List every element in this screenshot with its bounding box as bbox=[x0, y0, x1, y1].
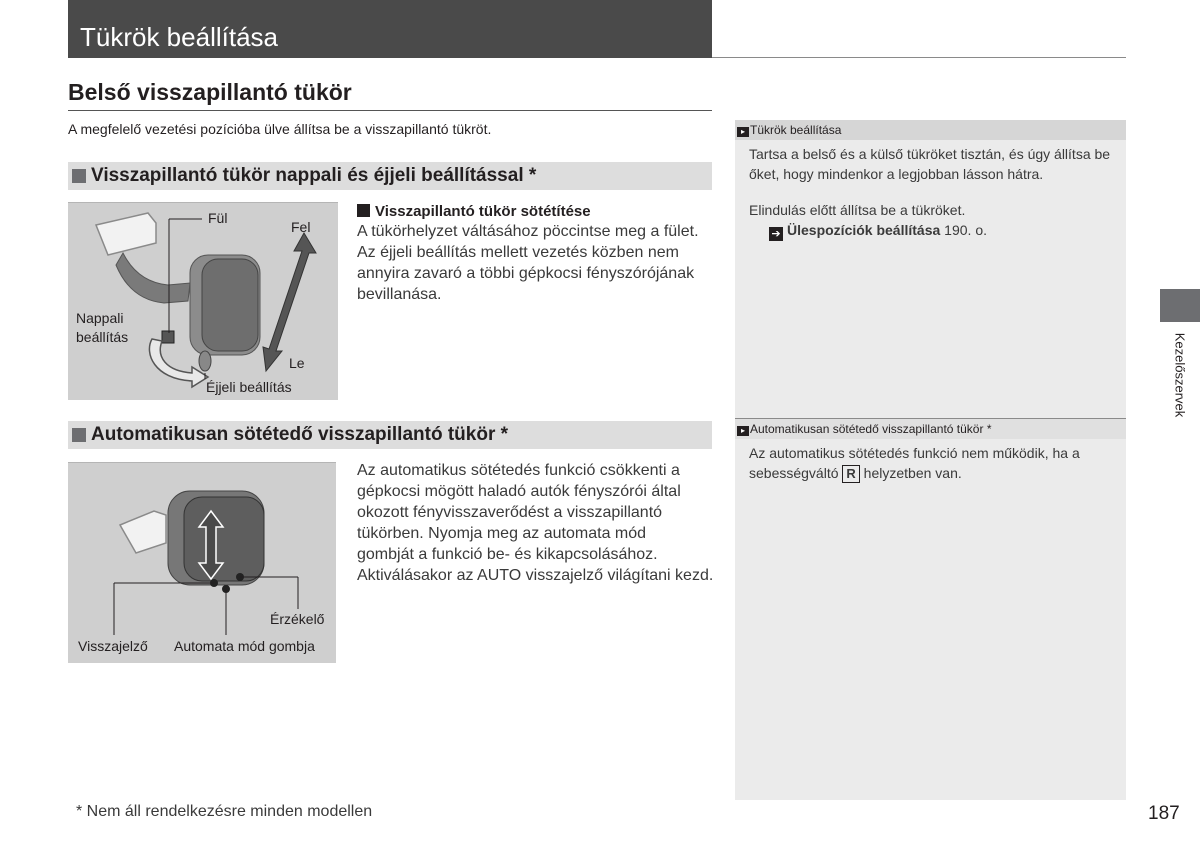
arrow-icon: ▸ bbox=[737, 426, 749, 436]
sidebar-box1-reference[interactable]: ➔ Ülespozíciók beállítása 190. o. bbox=[769, 220, 987, 241]
sidebar-box1-text: Tartsa a belső és a külső tükröket tisztán, és úgy állítsa be őket, hogy mindenkor a legjobban lásson hátra. bbox=[749, 146, 1111, 182]
chapter-tab-label: Kezelőszervek bbox=[1172, 332, 1188, 418]
body-text-day-night: A tükörhelyzet váltásához pöccintse meg a fület. Az éjjeli beállítás mellett vezetés közben nem annyira zavaró a többi gépkocsi fényszórójának bevillanása. bbox=[357, 223, 699, 303]
label-indicator: Visszajelző bbox=[78, 638, 148, 654]
subsection-title-day-night: Visszapillantó tükör nappali és éjjeli beállítással * bbox=[91, 165, 537, 186]
label-up: Fel bbox=[291, 219, 311, 235]
reference-arrow-icon: ➔ bbox=[769, 227, 783, 241]
subsection-title-auto-dimming: Automatikusan sötétedő visszapillantó tükör * bbox=[91, 424, 509, 445]
body-text-auto-dimming: Az automatikus sötétedés funkció csökkenti a gépkocsi mögött haladó autók fényszórói által okozott fényvisszaverődést a visszapillantó tükörben. Nyomja meg az automata mód gombját a funkció be- és kikapcsolásához. Aktiválásakor az AUTO visszajelző világítani kezd. bbox=[357, 462, 714, 584]
label-down: Le bbox=[289, 355, 305, 371]
label-sensor: Érzékelő bbox=[270, 611, 325, 627]
label-night-setting: Éjjeli beállítás bbox=[206, 379, 292, 395]
sidebar-box1-text2: Elindulás előtt állítsa be a tükröket. bbox=[749, 202, 966, 218]
label-tab: Fül bbox=[208, 210, 228, 226]
page-title: Tükrök beállítása bbox=[80, 22, 278, 52]
square-bullet-icon bbox=[357, 204, 370, 217]
section-rule bbox=[68, 110, 712, 111]
section-title: Belső visszapillantó tükör bbox=[68, 79, 352, 105]
sidebar-box2-text: Az automatikus sötétedés funkció nem működik, ha a sebességváltó R helyzetben van. bbox=[749, 445, 1080, 481]
label-day-setting-1: Nappali bbox=[76, 310, 124, 326]
footnote: * Nem áll rendelkezésre minden modellen bbox=[76, 803, 373, 820]
gear-r-key: R bbox=[842, 465, 859, 483]
figure-auto-dimming-mirror bbox=[68, 462, 336, 663]
square-bullet-icon bbox=[72, 169, 86, 183]
label-auto-mode-button: Automata mód gombja bbox=[174, 638, 315, 654]
heading-mirror-dimming: Visszapillantó tükör sötétítése bbox=[357, 201, 591, 222]
arrow-icon: ▸ bbox=[737, 127, 749, 137]
page-number: 187 bbox=[1148, 803, 1180, 824]
intro-text: A megfelelő vezetési pozícióba ülve állítsa be a visszapillantó tükröt. bbox=[68, 121, 492, 137]
sidebar-box2-head: ▸ Automatikusan sötétedő visszapillantó tükör * bbox=[737, 419, 991, 439]
chapter-tab[interactable] bbox=[1160, 289, 1200, 322]
square-bullet-icon bbox=[72, 428, 86, 442]
sidebar-box1-head: ▸ Tükrök beállítása bbox=[737, 120, 841, 140]
label-day-setting-2: beállítás bbox=[76, 329, 129, 345]
auto-dimming-mirror-illustration bbox=[68, 463, 336, 663]
header-rule bbox=[712, 57, 1126, 58]
